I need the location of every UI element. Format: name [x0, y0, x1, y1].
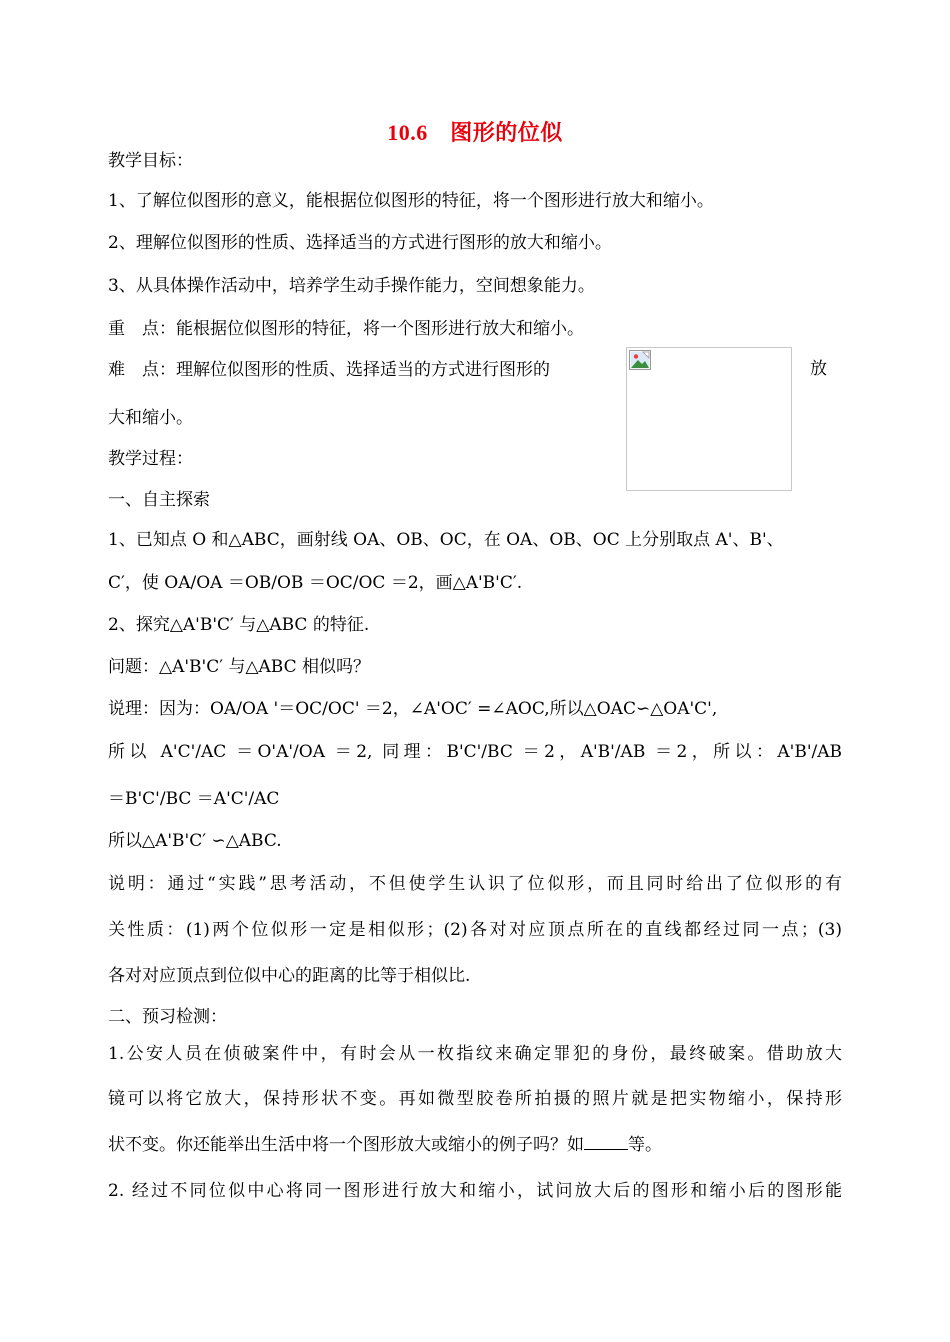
section-heading-process: 教学过程： — [108, 449, 193, 469]
question: 问题：△A'B'C′ 与△ABC 相似吗？ — [108, 657, 371, 677]
preview-q1-end — [108, 1134, 662, 1156]
difficult-point-end: 大和缩小。 — [108, 408, 193, 428]
page-title: 10.6 图形的位似 — [387, 120, 563, 145]
explanation-cont: 关性质：(1)两个位似形一定是相似形；(2)各对对应顶点所在的直线都经过同一点；(3) — [108, 920, 842, 940]
preview-q1-end-text: 状不变。你还能举出生活中将一个图形放大或缩小的例子吗？如 — [108, 1135, 584, 1155]
preview-q1-cont: 镜可以将它放大，保持形状不变。再如微型胶卷所拍摄的照片就是把实物缩小，保持形 — [108, 1089, 842, 1109]
missing-image-placeholder — [626, 347, 792, 491]
difficult-point-continued: 放 — [810, 359, 827, 379]
explore-step-1-cont: C′，使 OA/OA ＝OB/OB ＝OC/OC ＝2，画△A'B'C′. — [108, 573, 523, 593]
broken-image-icon — [629, 350, 651, 370]
reasoning-equation: ＝B'C'/BC ＝A'C'/AC — [108, 789, 280, 809]
objective-2: 2、理解位似图形的性质、选择适当的方式进行图形的放大和缩小。 — [108, 233, 612, 253]
preview-q1-suffix: 等。 — [628, 1135, 662, 1155]
preview-q2: 2. 经过不同位似中心将同一图形进行放大和缩小，试问放大后的图形和缩小后的图形能 — [108, 1181, 842, 1201]
difficult-point: 难 点：理解位似图形的性质、选择适当的方式进行图形的 — [108, 360, 550, 380]
reasoning: 说理：因为：OA/OA '＝OC/OC' ＝2，∠A'OC′ =∠AOC,所以△OAC∽△OA'C', — [108, 699, 718, 719]
explore-step-1: 1、已知点 O 和△ABC，画射线 OA、OB、OC，在 OA、OB、OC 上分别取点 A'、B'、 — [108, 530, 784, 550]
section-heading-preview: 二、预习检测： — [108, 1007, 227, 1027]
objective-3: 3、从具体操作活动中，培养学生动手操作能力，空间想象能力。 — [108, 276, 595, 296]
explanation-end: 各对对应顶点到位似中心的距离的比等于相似比. — [108, 966, 471, 986]
objective-1: 1、了解位似图形的意义，能根据位似图形的特征，将一个图形进行放大和缩小。 — [108, 191, 714, 211]
answer-blank[interactable] — [584, 1135, 628, 1150]
preview-q1: 1.公安人员在侦破案件中，有时会从一枚指纹来确定罪犯的身份，最终破案。借助放大 — [108, 1044, 842, 1064]
key-point: 重 点：能根据位似图形的特征，将一个图形进行放大和缩小。 — [108, 319, 584, 339]
section-heading-explore: 一、自主探索 — [108, 490, 210, 510]
conclusion: 所以△A'B'C′ ∽△ABC. — [108, 831, 282, 851]
explore-step-2: 2、探究△A'B'C′ 与△ABC 的特征. — [108, 615, 370, 635]
explanation: 说明：通过“实践”思考活动，不但使学生认识了位似形，而且同时给出了位似形的有 — [108, 874, 842, 894]
reasoning-cont: 所以 A'C'/AC ＝O'A'/OA ＝2, 同理：B'C'/BC ＝2，A'B'/AB ＝2，所以：A'B'/AB — [108, 742, 842, 762]
section-heading-objectives: 教学目标： — [108, 151, 193, 171]
